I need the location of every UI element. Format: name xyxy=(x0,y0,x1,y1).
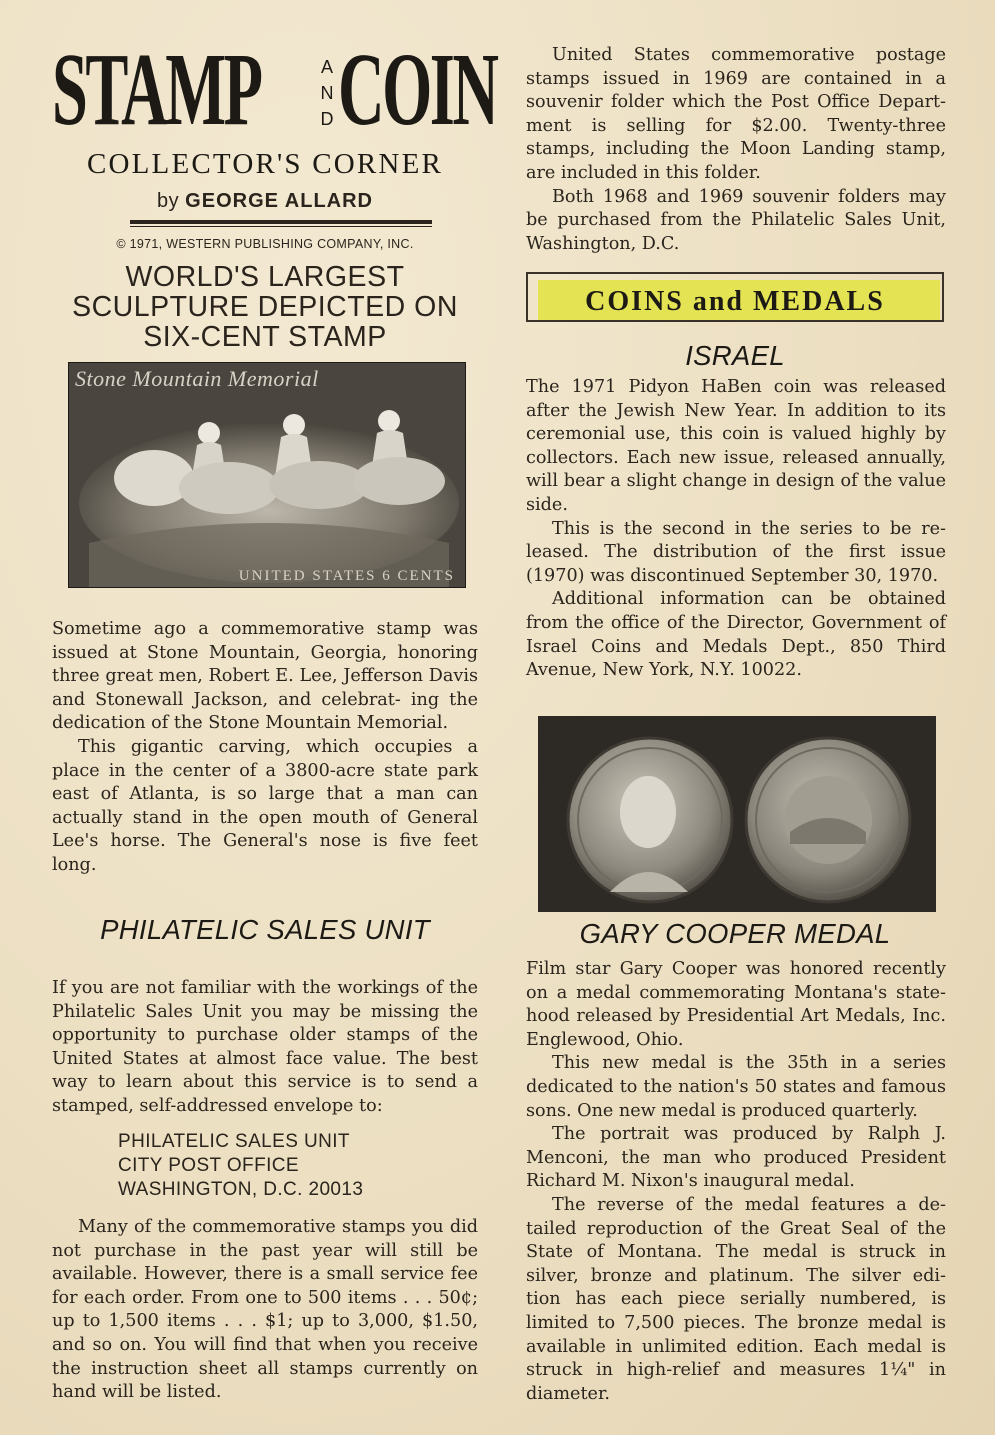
masthead-title-coin: COIN xyxy=(338,32,497,147)
masthead-title-stamp: STAMP xyxy=(52,32,261,147)
stamp-caption: Stone Mountain Memorial xyxy=(75,366,319,391)
copyright-line: © 1971, WESTERN PUBLISHING COMPANY, INC. xyxy=(116,237,414,251)
gary-cooper-medal-image xyxy=(538,716,936,912)
stone-mountain-carving-icon xyxy=(69,363,466,588)
stamp-denomination: UNITED STATES 6 CENTS xyxy=(238,568,455,584)
stamp-paragraph: Sometime ago a commemorative stamp was issued at Stone Mountain, Georgia, honoring three great men, Robert E. Lee, Jefferson Davis and Stonewall Jackson, and celebrat- ing the dedication of the Stone Mountain Memorial. xyxy=(52,619,478,734)
stamp-article-body xyxy=(52,618,478,878)
coins-medals-label: COINS and MEDALS xyxy=(585,286,885,317)
israel-body: The 1971 Pidyon HaBen coin was released after the Jewish New Year. In addition to its ceremonial use, this coin is valued highly by collectors. Each new issue, released annually, will bear a slight change in design of the value side. This is the second in the series to be re- leased. The distribution of the first issue (1970) was discontinued September 30, 1970. Additional information can be obtained from the office of the Director, Government of Israel Coins and Medals Dept., 850 Third Avenue, New York, N.Y. 10022. xyxy=(526,377,946,681)
byline: by GEORGE ALLARD xyxy=(156,190,373,212)
souvenir-folder-text: United States commemorative postage stamps issued in 1969 are contained in a souvenir folder which the Post Office Depart- ment is selling for $2.00. Twenty-three stamps, including the Moon Landing stamp, are included in this folder. Both 1968 and 1969 souvenir folders may be purchased from the Philatelic Sales Unit, Washington, D.C. xyxy=(526,45,946,254)
stamp-headline: WORLD'S LARGEST SCULPTURE DEPICTED ON SIX-CENT STAMP xyxy=(72,261,458,353)
philatelic-intro: If you are not familiar with the workings of the Philatelic Sales Unit you may be missing the opportunity to purchase older stamps of the United States at almost face value. The best way to learn about this service is to send a stamped, self-addressed envelope to: xyxy=(52,978,478,1116)
stamp-paragraph: This gigantic carving, which occupies a place in the center of a 3800-acre state park east of Atlanta, is so large that a man can actually stand in the open mouth of General Lee's horse. The General's nose is five feet long. xyxy=(52,736,478,875)
masthead-rule xyxy=(130,220,432,224)
medal-icon xyxy=(538,716,936,912)
stone-mountain-stamp-image xyxy=(68,362,466,588)
israel-heading: ISRAEL xyxy=(685,340,785,371)
cooper-body: Film star Gary Cooper was honored recently on a medal commemorating Montana's state- hood released by Presidential Art Medals, Inc. Englewood, Ohio. This new medal is the 35th in a series dedicated to the nation's 50 states and famous sons. One new medal is produced quarterly. The portrait was produced by Ralph J. Menconi, the man who produced President Richard M. Nixon's inaugural medal. The reverse of the medal features a de- tailed reproduction of the Great Seal of the State of Montana. The medal is struck in silver, bronze and platinum. The silver edi- tion has each piece serially numbered, is limited to 7,500 pieces. The bronze medal is available in unlimited edition. Each medal is struck in high-relief and measures 1¼" in diameter. xyxy=(526,959,946,1404)
philatelic-heading: PHILATELIC SALES UNIT xyxy=(100,914,430,945)
cooper-heading: GARY COOPER MEDAL xyxy=(579,918,891,949)
masthead-and: A N D xyxy=(320,57,334,129)
philatelic-address: PHILATELIC SALES UNIT CITY POST OFFICE WASHINGTON, D.C. 20013 xyxy=(118,1131,364,1200)
masthead-subtitle: COLLECTOR'S CORNER xyxy=(86,148,444,180)
philatelic-closing: Many of the commemorative stamps you did not purchase in the past year will still be available. However, there is a small service fee for each order. From one to 500 items . . . 50¢; up to 1,500 items . . . $1; up to 3,000, $1.50, and so on. You will find that when you receive the instruction sheet all stamps currently on hand will be listed. xyxy=(52,1217,478,1403)
masthead xyxy=(52,32,497,147)
masthead-rule-thin xyxy=(130,226,432,227)
author-name: GEORGE ALLARD xyxy=(185,190,373,212)
